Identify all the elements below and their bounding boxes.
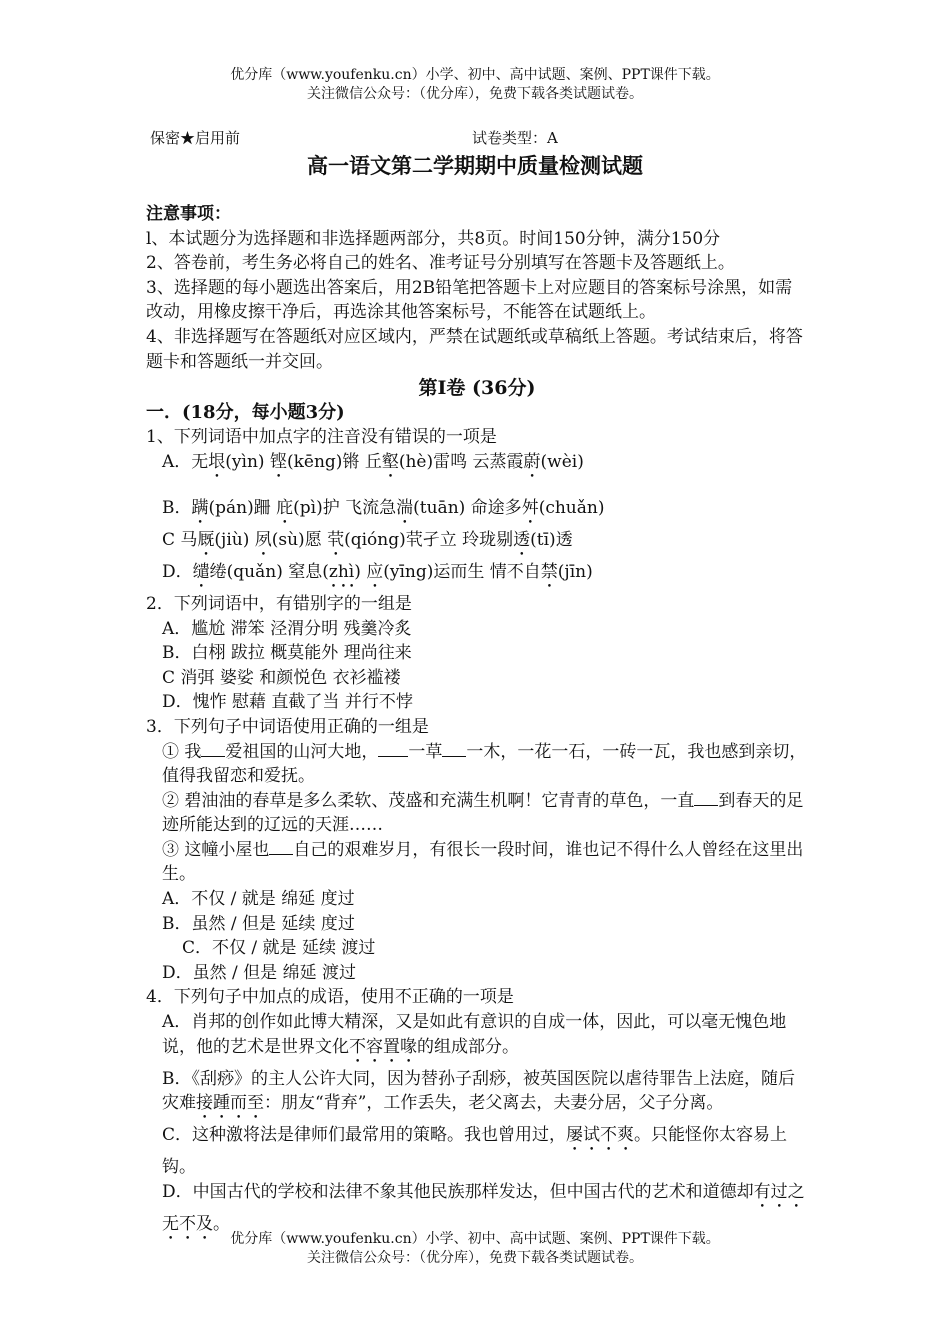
q3-stem: 3．下列句子中词语使用正确的一组是: [146, 716, 429, 737]
secret-mark: 保密★启用前: [150, 129, 241, 147]
q4-option-b: B．《刮痧》的主人公许大同，因为替孙子刮痧，被英国医院以虐待罪告上法庭，随后灾难接踵而至：朋友“背弃”，工作丢失，老父离去，夫妻分居，父子分离。: [162, 1068, 795, 1114]
footer-line-1: 优分库（www.youfenku.cn）小学、初中、高中试题、案例、PPT课件下载。: [230, 1231, 720, 1247]
q3-option-a: A．不仅 / 就是 绵延 度过: [162, 889, 355, 910]
q4-option-c: C．这种激将法是律师们最常用的策略。我也曾用过，屡试不爽。只能怪你太容易上钩。: [162, 1125, 788, 1178]
q3-sentence-3: ③ 这幢小屋也 自己的艰难岁月，有很长一段时间，谁也记不得什么人曾经在这里出生。: [162, 839, 804, 885]
notice-item-4: 4、非选择题写在答题纸对应区域内，严禁在试题纸或草稿纸上答题。考试结束后，将答题卡和答题纸一并交回。: [146, 326, 803, 372]
q3-option-d: D．虽然 / 但是 绵延 渡过: [162, 962, 356, 983]
q1-stem: 1、下列词语中加点字的注音没有错误的一项是: [146, 427, 497, 448]
q3-sentence-1: ① 我 爱祖国的山河大地， 一草 一木，一花一石，一砖一瓦，我也感到亲切，值得我留恋和爱抚。: [162, 741, 807, 787]
exam-title: 高一语文第二学期期中质量检测试题: [307, 153, 643, 178]
notice-item-1: l、本试题分为选择题和非选择题两部分，共8页。时间150分钟，满分150分: [146, 228, 721, 249]
notice-item-2: 2、答卷前，考生务必将自己的姓名、准考证号分别填写在答题卡及答题纸上。: [146, 253, 735, 274]
q1-option-a: A．无垠(yìn) 铿(kēng)锵 丘壑(hè)雷鸣 云蒸霞蔚(wèi): [162, 451, 584, 472]
q2-option-c: C 消弭 婆娑 和颜悦色 衣衫褴褛: [162, 667, 401, 688]
header-line-1: 优分库（www.youfenku.cn）小学、初中、高中试题、案例、PPT课件下载。: [230, 67, 720, 83]
q1-option-b: B．蹒(pán)跚 庇(pì)护 飞流急湍(tuān) 命途多舛(chuǎn): [162, 497, 605, 518]
q3-sentence-2: ② 碧油油的春草是多么柔软、茂盛和充满生机啊！它青青的草色，一直 到春天的足迹所能达到的辽远的天涯……: [162, 790, 804, 836]
q1-option-c: C 马厩(jiù) 夙(sù)愿 茕(qióng)茕孑立 玲珑剔透(tī)透: [162, 529, 573, 550]
q2-stem: 2．下列词语中，有错别字的一组是: [146, 593, 412, 614]
part-heading: 一．(18分，每小题3分): [146, 401, 345, 423]
q4-stem: 4．下列句子中加点的成语，使用不正确的一项是: [146, 987, 514, 1008]
exam-body: [146, 202, 808, 1244]
q2-option-a: A．尴尬 滞笨 泾渭分明 残羹冷炙: [162, 618, 412, 639]
q1-option-d: D．缱绻(quǎn) 窒息(zhì) 应(yīng)运而生 情不自禁(jīn): [162, 561, 593, 582]
footer-line-2: 关注微信公众号：（优分库），免费下载各类试题试卷。: [307, 1250, 643, 1266]
section-heading: 第Ⅰ卷 (36分): [418, 377, 536, 400]
q3-option-c: C．不仅 / 就是 延续 渡过: [182, 938, 376, 959]
q2-option-b: B．白栩 跋拉 概莫能外 理尚往来: [162, 643, 412, 664]
notice-item-3: 3、选择题的每小题选出答案后，用2B铅笔把答题卡上对应题目的答案标号涂黑，如需改动，用橡皮擦干净后，再选涂其他答案标号，不能答在试题纸上。: [146, 277, 793, 323]
paper-type: 试卷类型：A: [472, 129, 558, 147]
notice-heading: 注意事项：: [146, 204, 231, 224]
site-footer: [0, 1230, 950, 1268]
q2-option-d: D．愧怍 慰藉 直截了当 并行不悖: [162, 692, 413, 713]
site-header: [0, 66, 950, 104]
q4-option-a: A．肖邦的创作如此博大精深，又是如此有意识的自成一体，因此，可以毫无愧色地说，他的艺术是世界文化不容置喙的组成部分。: [162, 1012, 787, 1057]
q4-option-d: D．中国古代的学校和法律不象其他民族那样发达，但中国古代的艺术和道德却有过之无不及。: [162, 1181, 805, 1234]
header-line-2: 关注微信公众号：（优分库），免费下载各类试题试卷。: [307, 86, 643, 102]
q3-option-b: B．虽然 / 但是 延续 度过: [162, 913, 355, 934]
